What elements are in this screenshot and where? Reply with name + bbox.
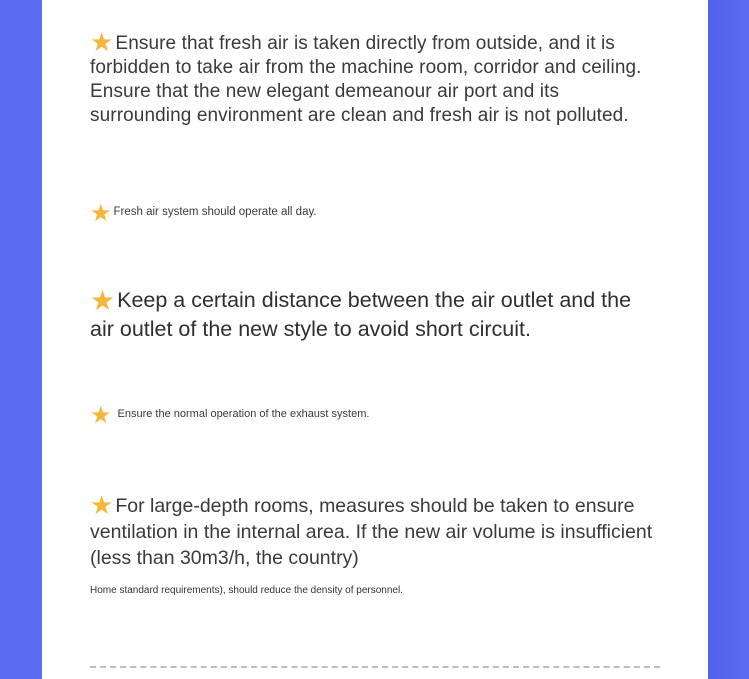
tip-text: Ensure the normal operation of the exhaust system. [117,408,370,420]
star-icon: ★ [90,27,114,57]
star-icon: ★ [90,285,116,316]
tip-operate-all-day [90,200,660,227]
tip-text: Ensure that fresh air is taken directly from outside, and it is forbidden to take air from the machine room, corridor and ceiling. Ensure that the new elegant demeanour air port and its surrounding environment are clean and fresh air is not polluted. [90,33,642,126]
tip-text: Keep a certain distance between the air outlet and the air outlet of the new style to avoid short circuit. [90,288,632,341]
left-frame-border [0,0,42,679]
footnote-text: Home standard requirements), should reduce the density of personnel. [90,585,403,596]
tip-text: Fresh air system should operate all day. [113,206,317,218]
tip-fresh-air-source [90,27,660,128]
tip-large-depth-rooms [90,492,660,571]
tip-text: For large-depth rooms, measures should be taken to ensure ventilation in the internal area. If the new air volume is insufficient (less than 30m3/h, the country) [90,495,653,569]
tip-exhaust-system [90,402,390,429]
dashed-divider [90,666,660,668]
star-icon: ★ [90,402,112,429]
tip-outlet-distance [90,286,660,344]
right-frame-border [708,0,749,679]
star-icon: ★ [90,200,112,227]
star-icon: ★ [90,490,114,520]
